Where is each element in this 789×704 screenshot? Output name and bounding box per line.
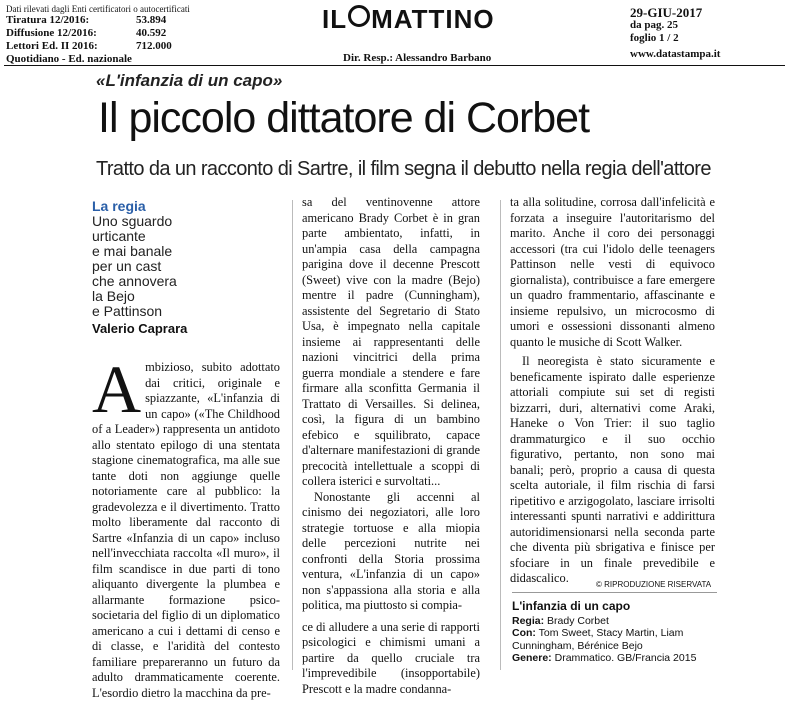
article-column-2 — [302, 195, 480, 697]
issue-date: 29-GIU-2017 — [630, 5, 703, 20]
director: Dir. Resp.: Alessandro Barbano — [343, 52, 492, 64]
stat-row: Diffusione 12/2016: 40.592 — [6, 27, 167, 39]
source-note: Dati rilevati dagli Enti certificatori o autocertificati — [6, 4, 190, 14]
body-text: Nonostante gli accenni al cinismo dei negoziatori, alle loro strategie tortuose e alla miopia delle percezioni nutrite nei confronti della Storia prossima ventura, «L'infanzia di un capo» non s'appassiona alla storia e alla politica, ma piuttosto si compia- — [302, 489, 480, 612]
column-divider — [292, 200, 293, 670]
sheet-number: foglio 1 / 2 — [630, 32, 679, 44]
lead-box — [92, 198, 262, 336]
article-column-1 — [92, 351, 280, 701]
copyright: © RIPRODUZIONE RISERVATA — [596, 580, 712, 589]
newspaper-logo: IL MATTINO — [322, 4, 495, 34]
stat-row: Tiratura 12/2016: 53.894 — [6, 14, 167, 26]
author: Valerio Caprara — [92, 321, 188, 336]
article-column-3 — [510, 195, 715, 587]
circulation-stats — [6, 4, 206, 66]
drop-cap: A — [92, 351, 142, 427]
column-divider — [500, 200, 501, 670]
infobox-row: Regia: Brady Corbet — [512, 614, 609, 627]
logo-sun-icon — [348, 5, 370, 27]
body-text: sa del ventinovenne attore americano Brady Corbet è in gran parte ambientato, infatti, in un'ampia casa della campagna parigina dove il decenne Prescott (Sweet) vive con la madre (Bejo) mentre il padre (Cunningham), assistente del Segretario di Stato Usa, è impegnato nella capitale insieme ai rappresentanti delle nazioni vincitrici della prima guerra mondiale a stendere e fare firmare alla sconfitta Germania il Trattato di Versailles. Si delinea, così, la figura di un bambino efebico e squilibrato, capace d'alternare manifestazioni di grande precocità intellettuale a scoppi di collera isterici e survoltati... — [302, 195, 480, 488]
lead-text: Uno sguardo urticante e mai banale per un cast che annovera la Bejo e Pattinson — [92, 213, 177, 319]
infobox-divider — [512, 592, 717, 593]
body-text: mbizioso, subito adottato dai critici, originale e spiazzante, «L'infanzia di un capo» («The Childhood of a Leader») rappresenta un antidoto allo stentato epilogo di una stentata stagione cinematografica, ma alle sue tante doti non aggiunge quelle notoriamente care al pubblico: la gradevolezza e il divertimento. Tratto molto liberamente dal racconto di Sartre «Infanzia di un capo» incluso nell'invecchiata raccolta «Il muro», il film scandisce in due parti di tono aliquanto divergente la plumbea e allarmante formazione psico-societaria del figlio di un diplomatico americano a cui i dettami di censo e di classe, e l'aridità del contesto familiare prepareranno un futuro da adulto drammaticamente coerente. L'esordio dietro la macchina da pre- — [92, 360, 280, 700]
kicker: «L'infanzia di un capo» — [96, 71, 283, 90]
infobox-title: L'infanzia di un capo — [512, 599, 631, 613]
page-ref: da pag. 25 — [630, 19, 678, 31]
film-infobox — [512, 600, 722, 665]
header-divider — [4, 65, 785, 66]
infobox-row: Con: Tom Sweet, Stacy Martin, Liam Cunningham, Bérénice Bejo — [512, 627, 684, 652]
website: www.datastampa.it — [630, 48, 721, 60]
body-text: ce di alludere a una serie di rapporti psicologici e chimismi umani a partire da quello cruciale tra l'imprevedibile (insopportabile) Prescott e la madre condanna- — [302, 619, 480, 696]
edition: Quotidiano - Ed. nazionale — [6, 53, 132, 65]
body-text: ta alla solitudine, corrosa dall'infelicità e forzata a inseguire l'autoritarismo del marito. Anche il coro dei personaggi accessori (tra cui l'idolo delle teenagers Pattinson nelle vesti di equivoco giornalista), contribuisce a fare emergere un quadro frammentario, affascinante e insieme repulsivo, un microcosmo di umori e ossessioni dissonanti almeno quanto le musiche di Scott Walker. — [510, 195, 715, 349]
body-text: Il neoregista è stato sicuramente e beneficamente ispirato dalle esperienze attoriali compiute sui set di registi bizzarri, duri, alternativi come Araki, Haneke o Von Trier: il suo taglio drammaturgico e il suo occhio figurativo, pertanto, non sono mai banali; però, proprio a causa di questa scelta autoriale, il film rischia di farsi ripetitivo e arzigogolato, lasciare irrisolti interessanti spunti narrativi e addirittura autoridimensionarsi nella seconda parte che diventa più sbrigativa e finisce per sfociare in un finale prevedibile e didascalico. — [510, 354, 715, 585]
issue-info — [630, 6, 780, 61]
section-label: La regia — [92, 198, 146, 214]
stat-row: Lettori Ed. II 2016: 712.000 — [6, 40, 172, 52]
infobox-row: Genere: Drammatico. GB/Francia 2015 — [512, 652, 697, 664]
article-title: Il piccolo dittatore di Corbet — [98, 94, 590, 142]
article-subtitle: Tratto da un racconto di Sartre, il film segna il debutto nella regia dell'attore — [96, 158, 711, 180]
